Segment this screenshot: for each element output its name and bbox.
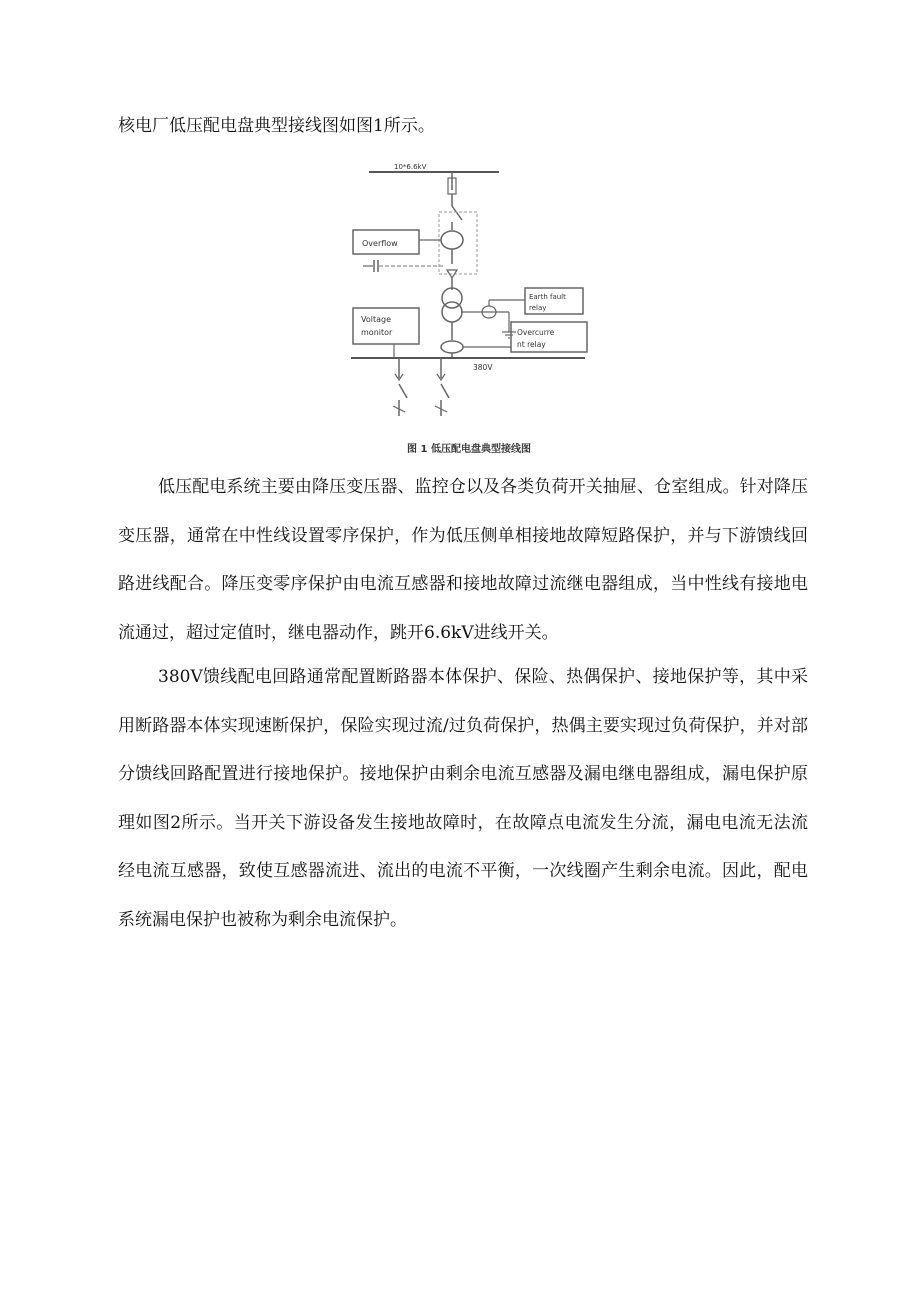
earth-fault-label-2: relay (529, 304, 547, 312)
overcurrent-label-1: Overcurre (517, 328, 555, 337)
wiring-diagram (349, 160, 589, 440)
lower-ct-icon (441, 341, 463, 353)
feeder-breaker-2-icon (441, 384, 449, 398)
paragraph-2: 380V馈线配电回路通常配置断路器本体保护、保险、热偶保护、接地保护等，其中采用断路器本体实现速断保护，保险实现过流/过负荷保护，热偶主要实现过负荷保护，并对部分馈线回路配置进行接地保护。接地保护由剩余电流互感器及漏电继电器组成，漏电保护原理如图2所示。当开关下游设备发生接地故障时，在故障点电流发生分流，漏电电流无法流经电流互感器，致使互感器流进、流出的电流不平衡，一次线圈产生剩余电流。因此，配电系统漏电保护也被称为剩余电流保护。 (118, 667, 808, 930)
voltage-label-1: Voltage (361, 315, 392, 324)
feeder-breaker-1-icon (399, 384, 407, 398)
figure-1 (349, 160, 589, 462)
top-bus-label: 10*6.6kV (394, 163, 427, 171)
voltage-monitor-box (353, 308, 419, 344)
dashed-enclosure (439, 212, 477, 274)
overflow-label: Overflow (362, 239, 398, 248)
breaker-switch-icon (452, 206, 462, 220)
figure-caption: 图 1 低压配电盘典型接线图 (407, 444, 531, 455)
current-transformer-icon (441, 231, 463, 249)
paragraph-1: 低压配电系统主要由降压变压器、监控仓以及各类负荷开关抽屉、仓室组成。针对降压变压器，通常在中性线设置零序保护，作为低压侧单相接地故障短路保护，并与下游馈线回路进线配合。降压变零序保护由电流互感器和接地故障过流继电器组成，当中性线有接地电流通过，超过定值时，继电器动作，跳开6.6kV进线开关。 (118, 477, 808, 643)
voltage-label-2: monitor (361, 328, 393, 337)
overcurrent-label-2: nt relay (517, 340, 546, 349)
intro-text: 核电厂低压配电盘典型接线图如图1所示。 (118, 116, 435, 136)
earth-fault-label-1: Earth fault (529, 293, 566, 301)
bus-380v-label: 380V (473, 363, 493, 372)
